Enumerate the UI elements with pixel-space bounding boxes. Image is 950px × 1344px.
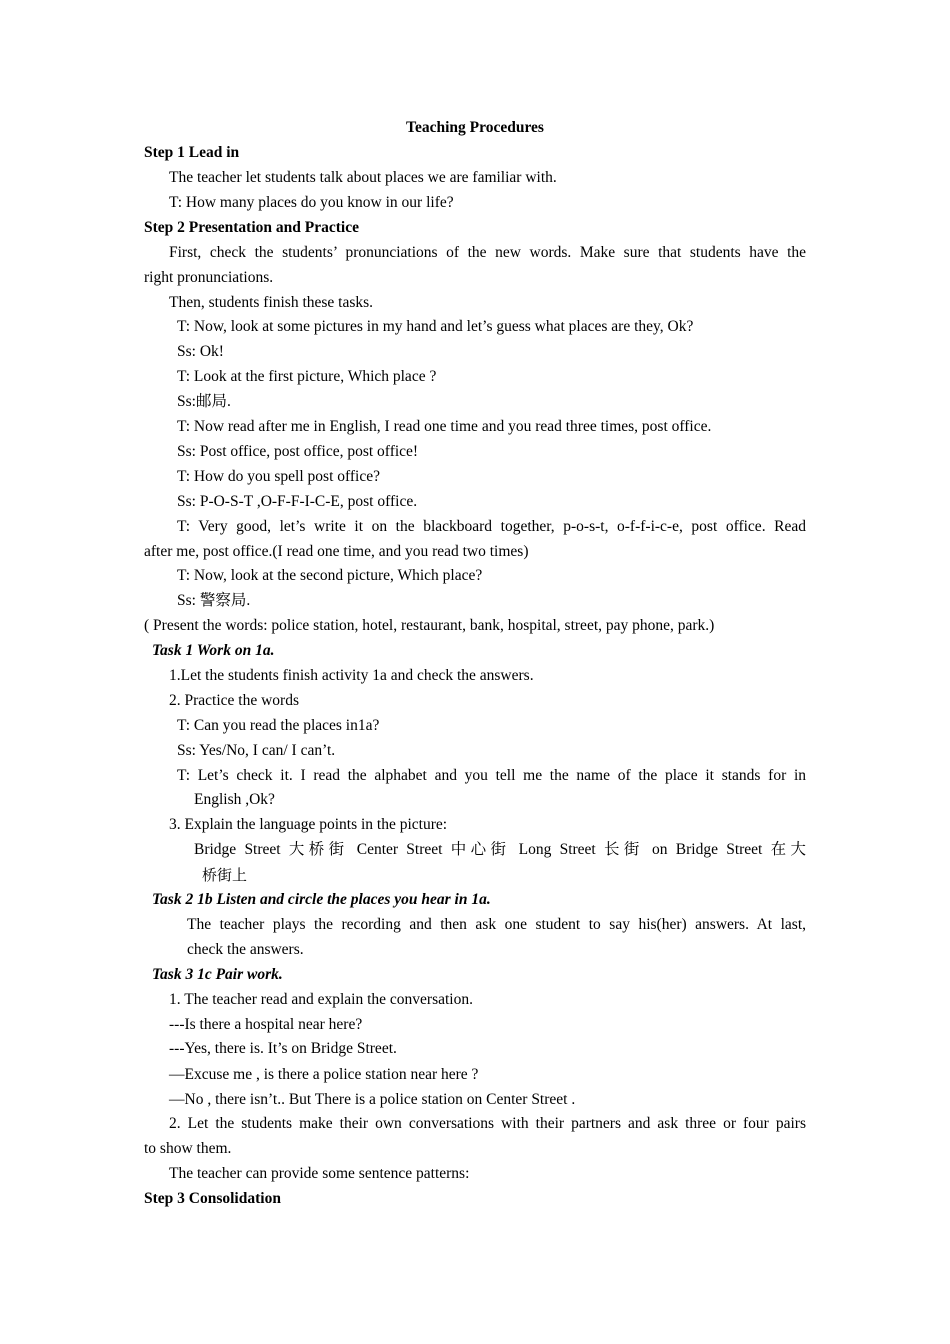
task1-line: T: Can you read the places in1a? [177, 717, 380, 734]
dialogue-line: T: Look at the first picture, Which place ? [177, 368, 437, 385]
page-title: Teaching Procedures [406, 119, 544, 136]
step1-line-1: The teacher let students talk about places we are familiar with. [169, 169, 557, 186]
task3-line: —Excuse me , is there a police station near here ? [169, 1066, 479, 1083]
task1-line: 3. Explain the language points in the picture: [169, 816, 448, 833]
dialogue-line: T: Now, look at the second picture, Which place? [177, 567, 483, 584]
step1-heading: Step 1 Lead in [144, 144, 240, 161]
step1-line-2: T: How many places do you know in our life? [169, 194, 454, 211]
dialogue-line: Ss: 警察局. [177, 592, 251, 609]
task3-heading: Task 3 1c Pair work. [152, 966, 283, 983]
step2-heading: Step 2 Presentation and Practice [144, 219, 359, 236]
language-points-line: Bridge Street 大桥街 Center Street 中心街 Long Street 长街 on Bridge Street 在大 [194, 841, 806, 858]
task3-line: ---Is there a hospital near here? [169, 1016, 363, 1033]
task1-line: T: Let’s check it. I read the alphabet and you tell me the name of the place it stands for in [177, 767, 806, 784]
task1-heading: Task 1 Work on 1a. [152, 642, 275, 659]
task2-line: The teacher plays the recording and then ask one student to say his(her) answers. At last, [187, 916, 806, 933]
dialogue-line: T: Now read after me in English, I read one time and you read three times, post office. [177, 418, 712, 435]
task1-line: 2. Practice the words [169, 692, 299, 709]
present-words-note: ( Present the words: police station, hotel, restaurant, bank, hospital, street, pay phone, park.) [144, 617, 715, 634]
task3-line: 2. Let the students make their own conversations with their partners and ask three or four pairs [169, 1115, 806, 1132]
dialogue-line: Ss:邮局. [177, 393, 231, 410]
task1-line: Ss: Yes/No, I can/ I can’t. [177, 742, 336, 759]
dialogue-line: T: Very good, let’s write it on the blackboard together, p-o-s-t, o-f-f-i-c-e, post office. Read [177, 518, 806, 535]
dialogue-line: Ss: P-O-S-T ,O-F-F-I-C-E, post office. [177, 493, 418, 510]
step2-intro-line-1: First, check the students’ pronunciations of the new words. Make sure that students have the [169, 244, 806, 261]
language-points-line: 桥街上 [202, 866, 248, 884]
task2-line: check the answers. [187, 941, 304, 958]
task3-line: The teacher can provide some sentence patterns: [169, 1165, 470, 1182]
step3-heading: Step 3 Consolidation [144, 1190, 281, 1207]
task3-line: 1. The teacher read and explain the conversation. [169, 991, 473, 1008]
dialogue-line: T: How do you spell post office? [177, 468, 380, 485]
dialogue-line: T: Now, look at some pictures in my hand and let’s guess what places are they, Ok? [177, 318, 694, 335]
task3-line: ---Yes, there is. It’s on Bridge Street. [169, 1040, 397, 1057]
step2-intro-line-3: Then, students finish these tasks. [169, 294, 374, 311]
dialogue-line: after me, post office.(I read one time, and you read two times) [144, 543, 529, 560]
task2-heading: Task 2 1b Listen and circle the places you hear in 1a. [152, 891, 491, 908]
task3-line: —No , there isn’t.. But There is a police station on Center Street . [169, 1091, 576, 1108]
task3-line: to show them. [144, 1140, 232, 1157]
dialogue-line: Ss: Ok! [177, 343, 224, 360]
task1-line: English ,Ok? [194, 791, 275, 808]
task1-line: 1.Let the students finish activity 1a and check the answers. [169, 667, 534, 684]
dialogue-line: Ss: Post office, post office, post office! [177, 443, 419, 460]
step2-intro-line-2: right pronunciations. [144, 269, 274, 286]
